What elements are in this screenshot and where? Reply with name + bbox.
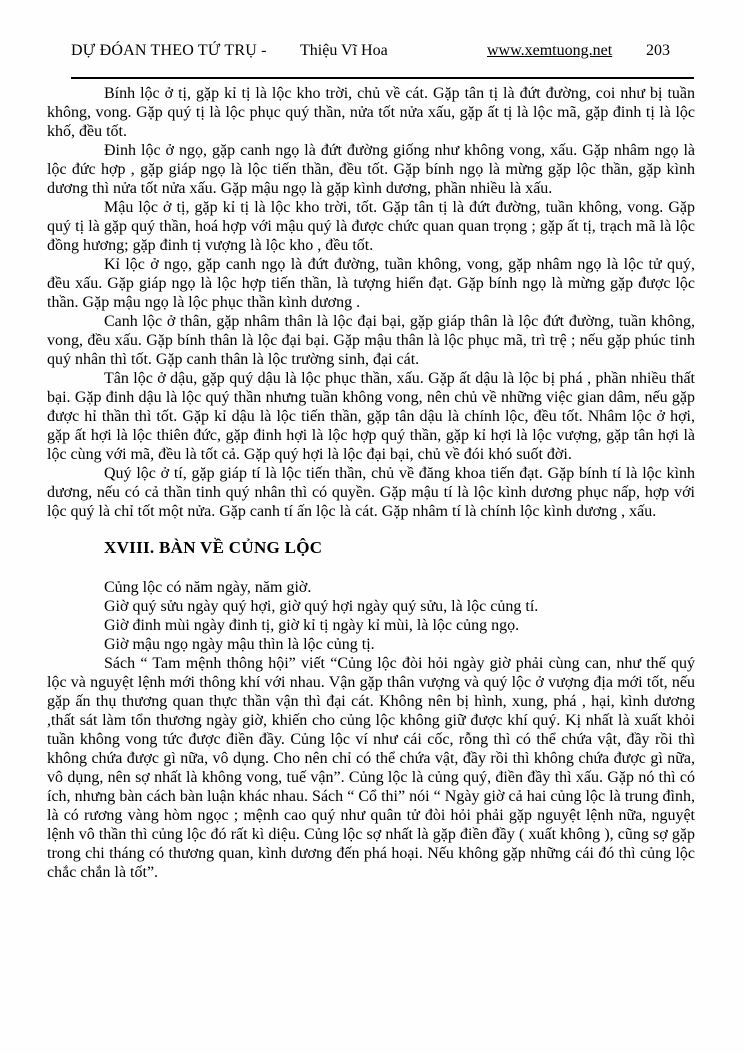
list-line: Giờ đinh mùi ngày đinh tị, giờ kỉ tị ngày kỉ mùi, là lộc củng ngọ. [104,617,520,634]
paragraph: Kỉ lộc ở ngọ, gặp canh ngọ là đứt đường, tuần không, vong, gặp nhâm ngọ là lộc tử quý, đều xấu. Gặp giáp ngọ là lộc hợp tiến thần, là tượng hiển đạt. Gặp bính ngọ là mừng gặp được lộc thần. Gặp mậu ngọ là lộc phục thần kình dương . [47,256,695,311]
book-title: DỰ ĐÓAN THEO TỨ TRỤ - [71,42,267,59]
website-link[interactable]: www.xemtuong.net [487,42,613,59]
page-header [0,42,744,64]
list-line: Giờ mậu ngọ ngày mậu thìn là lộc củng tị. [104,636,375,653]
list-line: Giờ quý sửu ngày quý hợi, giờ quý hợi ngày quý sửu, là lộc củng tí. [104,598,539,615]
closing-paragraph: Sách “ Tam mệnh thông hội” viết “Củng lộc đòi hỏi ngày giờ phải cùng can, như thế quý lộc và nguyệt lệnh mới thông khí với nhau. Vận gặp thân vượng và quý lộc ở vượng địa mới tốt, nếu gặp ấn thụ thương quan thực thần vận thì đại cát. Không nên bị hình, xung, phá , hại, kình dương ,thất sát làm tổn thương ngày giờ, khiến cho củng lộc không giữ được khí quý. Kị nhất là xuất khỏi tuần không vong tức được điền đầy. Củng lộc ví như cái cốc, rỗng thì có thể chứa vật, đầy rồi thì không chứa được gì nữa, vô dụng. Cho nên chỉ có thể chứa vật, đầy rồi thì không chứa được gì nữa, vô dụng, nên sợ nhất là không vong, tuế vận”. Củng lộc là củng quý, điền đầy thì xấu. Gặp nó thì có ích, nhưng bàn cách bàn luận khác nhau. Sách “ Cổ thi” nói “ Ngày giờ cả hai củng lộc là trung đình, là có rương vàng hòm ngọc ; mệnh cao quý như quân tử đòi hỏi phải gặp nguyệt lệnh nữa, nguyệt lệnh vô thần thì củng lộc đó rất kì diệu. Củng lộc sợ nhất là gặp điền đầy ( xuất không ), cũng sợ gặp trong chi tháng có thương quan, kình dương đến phá hoại. Nếu không gặp những cái đó thì củng lộc chắc chắn là tốt”. [47,655,695,881]
paragraph: Tân lộc ở dậu, gặp quý dậu là lộc phục thần, xấu. Gặp ất dậu là lộc bị phá , phần nhiều thất bại. Gặp đinh dậu là lộc quý thần nhưng tuần không vong, nên chủ về những việc gian dâm, nếu gặp được hỉ thần thì tốt. Gặp kỉ dậu là lộc tiến thần, gặp tân dậu là chính lộc, đều tốt. Nhâm lộc ở hợi, gặp ất hợi là lộc thiên đức, gặp đinh hợi là lộc hợp quý thần, gặp kỉ hợi là lộc vượng, gặp tân hợi là lộc cùng với mã, đều là tốt cả. Gặp quý hợi là lộc đại bại, chủ về đói khó suốt đời. [47,370,695,463]
paragraph: Đinh lộc ở ngọ, gặp canh ngọ là đứt đường giống như không vong, xấu. Gặp nhâm ngọ là lộc đức hợp , gặp giáp ngọ là lộc tiến thần, đều tốt. Gặp bính ngọ là mừng gặp lộc thần, gặp kình dương thì nửa tốt nửa xấu. Gặp mậu ngọ là gặp kình dương, phần nhiều là xấu. [47,142,695,197]
page-number: 203 [646,42,670,59]
section-heading: XVIII. BÀN VỀ CỦNG LỘC [104,538,323,557]
header-divider [71,77,694,79]
author-name: Thiệu Vĩ Hoa [300,42,388,59]
list-line: Củng lộc có năm ngày, năm giờ. [104,579,312,596]
paragraph: Canh lộc ở thân, gặp nhâm thân là lộc đại bại, gặp giáp thân là lộc đứt đường, tuần không, vong, đều xấu. Gặp bính thân là lộc đại bại. Gặp mậu thân là lộc phục mã, trì trệ ; nếu gặp phúc tinh quý nhân thì tốt. Gặp canh thân là lộc trường sinh, đại cát. [47,313,695,368]
paragraph: Mậu lộc ở tị, gặp kỉ tị là lộc kho trời, tốt. Gặp tân tị là đứt đường, tuần không, vong. Gặp quý tị là gặp quý thần, hoá hợp với mậu quý là được chức quan quan trọng ; gặp ất tị, trạch mã là lộc đồng hương; gặp đinh tị vượng là lộc kho , đều tốt. [47,199,695,254]
paragraph: Bính lộc ở tị, gặp kỉ tị là lộc kho trời, chủ về cát. Gặp tân tị là đứt đường, coi như bị tuần không, vong. Gặp quý tị là lộc phục quý thần, nửa tốt nửa xấu, gặp ất tị là lộc mã, gặp đinh tị là lộc khố, đều tốt. [47,85,695,140]
paragraph: Quý lộc ở tí, gặp giáp tí là lộc tiến thần, chủ về đăng khoa tiến đạt. Gặp bính tí là lộc kình dương, nếu có cả thần tinh quý nhân thì có quyền. Gặp mậu tí là lộc kình dương phục nấp, hợp với lộc quý là chỉ tốt một nửa. Gặp canh tí ấn lộc là cát. Gặp nhâm tí là chính lộc kình dương , xấu. [47,465,695,520]
page-body [47,84,695,882]
